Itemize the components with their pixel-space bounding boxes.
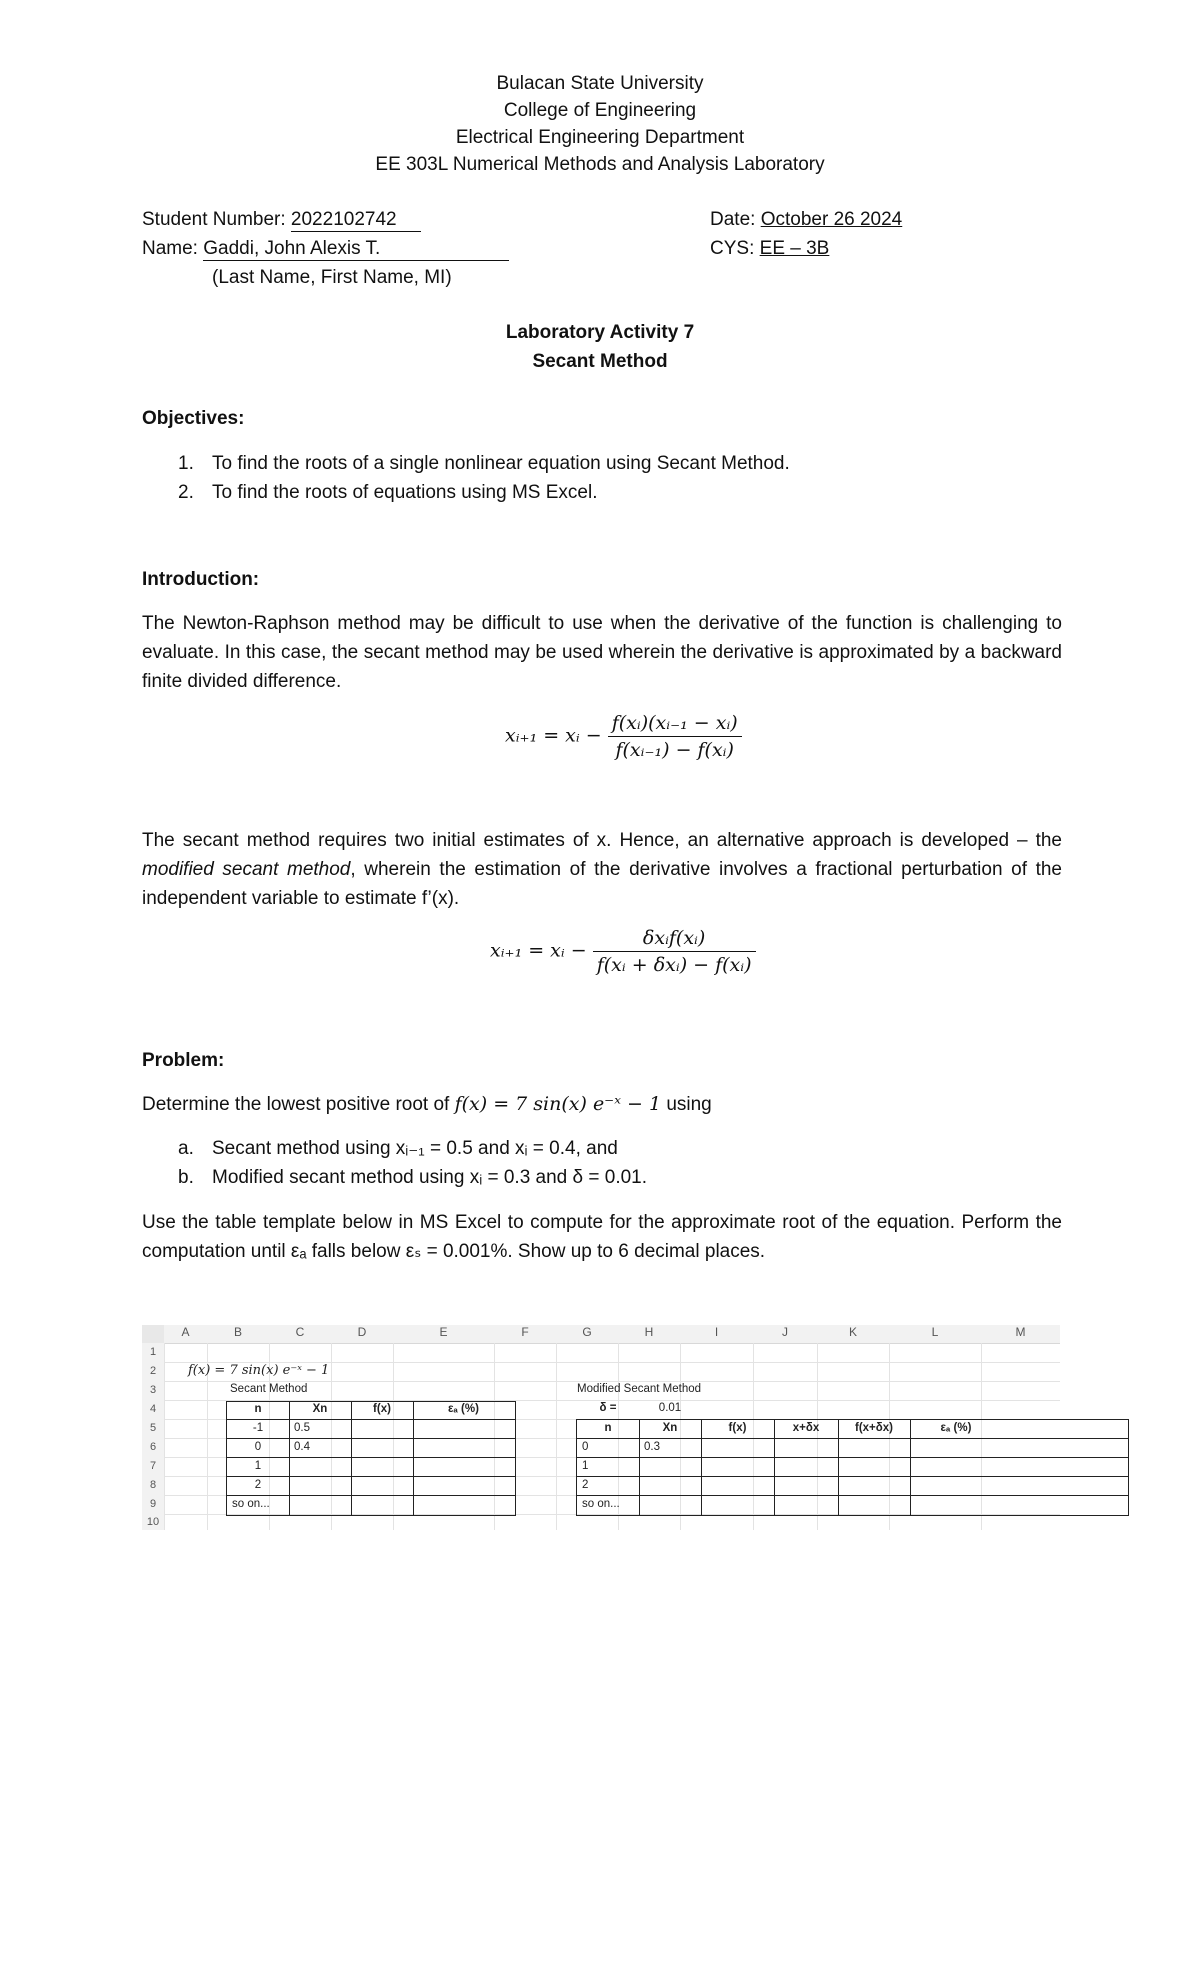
objectives-list [178,449,790,507]
student-number-value: 2022102742 [291,209,421,232]
department-name: Electrical Engineering Department [455,127,745,148]
secant-formula: xᵢ₊₁ = xᵢ − $\frac{\text{f(xᵢ)(xᵢ₋₁ − xᵢ)}}{\text{f(xᵢ₋₁) − f(xᵢ)}}$ [505,712,742,761]
modified-xn-cell: 0.3 [644,1441,660,1453]
sheet-corner [142,1325,164,1343]
secant-xn-cell: 0.5 [294,1422,310,1434]
activity-number: Laboratory Activity 7 [505,322,695,343]
row-header: 10 [142,1514,164,1530]
objectives-heading: Objectives: [142,408,245,429]
introduction-paragraph-2: The secant method requires two initial estimates of x. Hence, an alternative approach is developed – the modified secant method, wherein the estimation of the derivative involves a fractional perturbation of the independent variable to estimate f’(x). [142,830,1062,909]
delta-label: δ = [599,1402,617,1414]
date-value: October 26 2024 [760,209,903,230]
modified-header-x-plus-dx: x+δx [792,1422,820,1434]
column-header: H [618,1325,680,1344]
list-item: a. Secant method using xᵢ₋₁ = 0.5 and xᵢ = 0.4, and [178,1138,618,1159]
column-header: B [207,1325,269,1344]
date-label: Date: [710,209,756,230]
list-item: 2. To find the roots of equations using MS Excel. [178,482,598,503]
modified-header-xn: Xn [662,1422,678,1434]
column-header: F [494,1325,556,1344]
problem-statement: Determine the lowest positive root of f(x) = 7 sin(x) e⁻ˣ − 1 using [142,1093,712,1115]
date-line [710,205,902,234]
list-item: b. Modified secant method using xᵢ = 0.3 and δ = 0.01. [178,1167,648,1188]
column-header: J [753,1325,817,1344]
secant-n-cell: -1 [252,1422,264,1434]
row-header: 9 [142,1495,164,1514]
date-info [710,205,902,263]
row-header: 4 [142,1400,164,1419]
modified-table-title: Modified Secant Method [577,1383,702,1395]
column-header: M [981,1325,1060,1344]
student-name-hint: (Last Name, First Name, MI) [212,267,452,288]
modified-n-cell: 2 [582,1479,589,1491]
problem-list [178,1134,647,1192]
row-header: 8 [142,1476,164,1495]
secant-header-n: n [254,1403,262,1415]
student-name-value: Gaddi, John Alexis T. [203,238,509,261]
column-header: L [889,1325,981,1344]
row-header: 3 [142,1381,164,1400]
secant-table-title: Secant Method [230,1383,308,1395]
university-name: Bulacan State University [496,73,704,94]
cys-line [710,234,902,263]
row-header: 2 [142,1362,164,1381]
university-header [0,70,1200,178]
secant-n-cell: 1 [254,1460,262,1472]
column-header: C [269,1325,331,1344]
secant-header-xn: Xn [312,1403,328,1415]
row-header: 5 [142,1419,164,1438]
modified-header-ea: εₐ (%) [940,1422,972,1434]
excel-template [142,1325,1060,1530]
secant-n-cell: so on... [232,1498,270,1510]
student-info [142,205,509,292]
column-header: A [164,1325,207,1344]
column-header: D [331,1325,393,1344]
course-name: EE 303L Numerical Methods and Analysis Laboratory [375,154,825,175]
cys-label: CYS: [710,238,755,259]
column-header: K [817,1325,889,1344]
secant-header-fx: f(x) [373,1403,391,1415]
secant-header-ea: εₐ (%) [448,1403,479,1415]
college-name: College of Engineering [503,100,697,121]
modified-n-cell: 0 [582,1441,589,1453]
list-item: 1. To find the roots of a single nonlinear equation using Secant Method. [178,453,790,474]
activity-title [0,318,1200,376]
introduction-heading: Introduction: [142,569,260,590]
column-header: I [680,1325,753,1344]
problem-heading: Problem: [142,1050,225,1071]
row-header: 7 [142,1457,164,1476]
modified-header-fx: f(x) [728,1422,747,1434]
student-name-line [142,234,509,263]
column-header: E [393,1325,494,1344]
row-header: 1 [142,1343,164,1362]
modified-n-cell: so on... [582,1498,620,1510]
student-number-line [142,205,509,234]
modified-header-f-x-plus-dx: f(x+δx) [855,1422,893,1434]
modified-header-n: n [604,1422,612,1434]
secant-n-cell: 0 [254,1441,262,1453]
delta-value: 0.01 [658,1402,682,1414]
activity-topic: Secant Method [532,351,668,372]
student-name-label: Name: [142,238,198,259]
cys-value: EE – 3B [759,238,830,259]
secant-xn-cell: 0.4 [294,1441,310,1453]
modified-secant-formula: xᵢ₊₁ = xᵢ − $\frac{\text{δxᵢf(xᵢ)}}{\text{f(xᵢ + δxᵢ) − f(xᵢ)}}$ [490,927,756,976]
student-number-label: Student Number: [142,209,286,230]
problem-instruction: Use the table template below in MS Excel to compute for the approximate root of the equation. Perform the computation until εₐ falls below εₛ = 0.001%. Show up to 6 decimal places. [142,1212,1062,1262]
modified-n-cell: 1 [582,1460,589,1472]
introduction-paragraph-1: The Newton-Raphson method may be difficult to use when the derivative of the function is challenging to evaluate. In this case, the secant method may be used wherein the derivative is approximated by a backward finite divided difference. [142,613,1062,692]
column-header: G [556,1325,618,1344]
function-label: f(x) = 7 sin(x) e⁻ˣ − 1 [188,1363,330,1378]
row-header: 6 [142,1438,164,1457]
secant-n-cell: 2 [254,1479,262,1491]
